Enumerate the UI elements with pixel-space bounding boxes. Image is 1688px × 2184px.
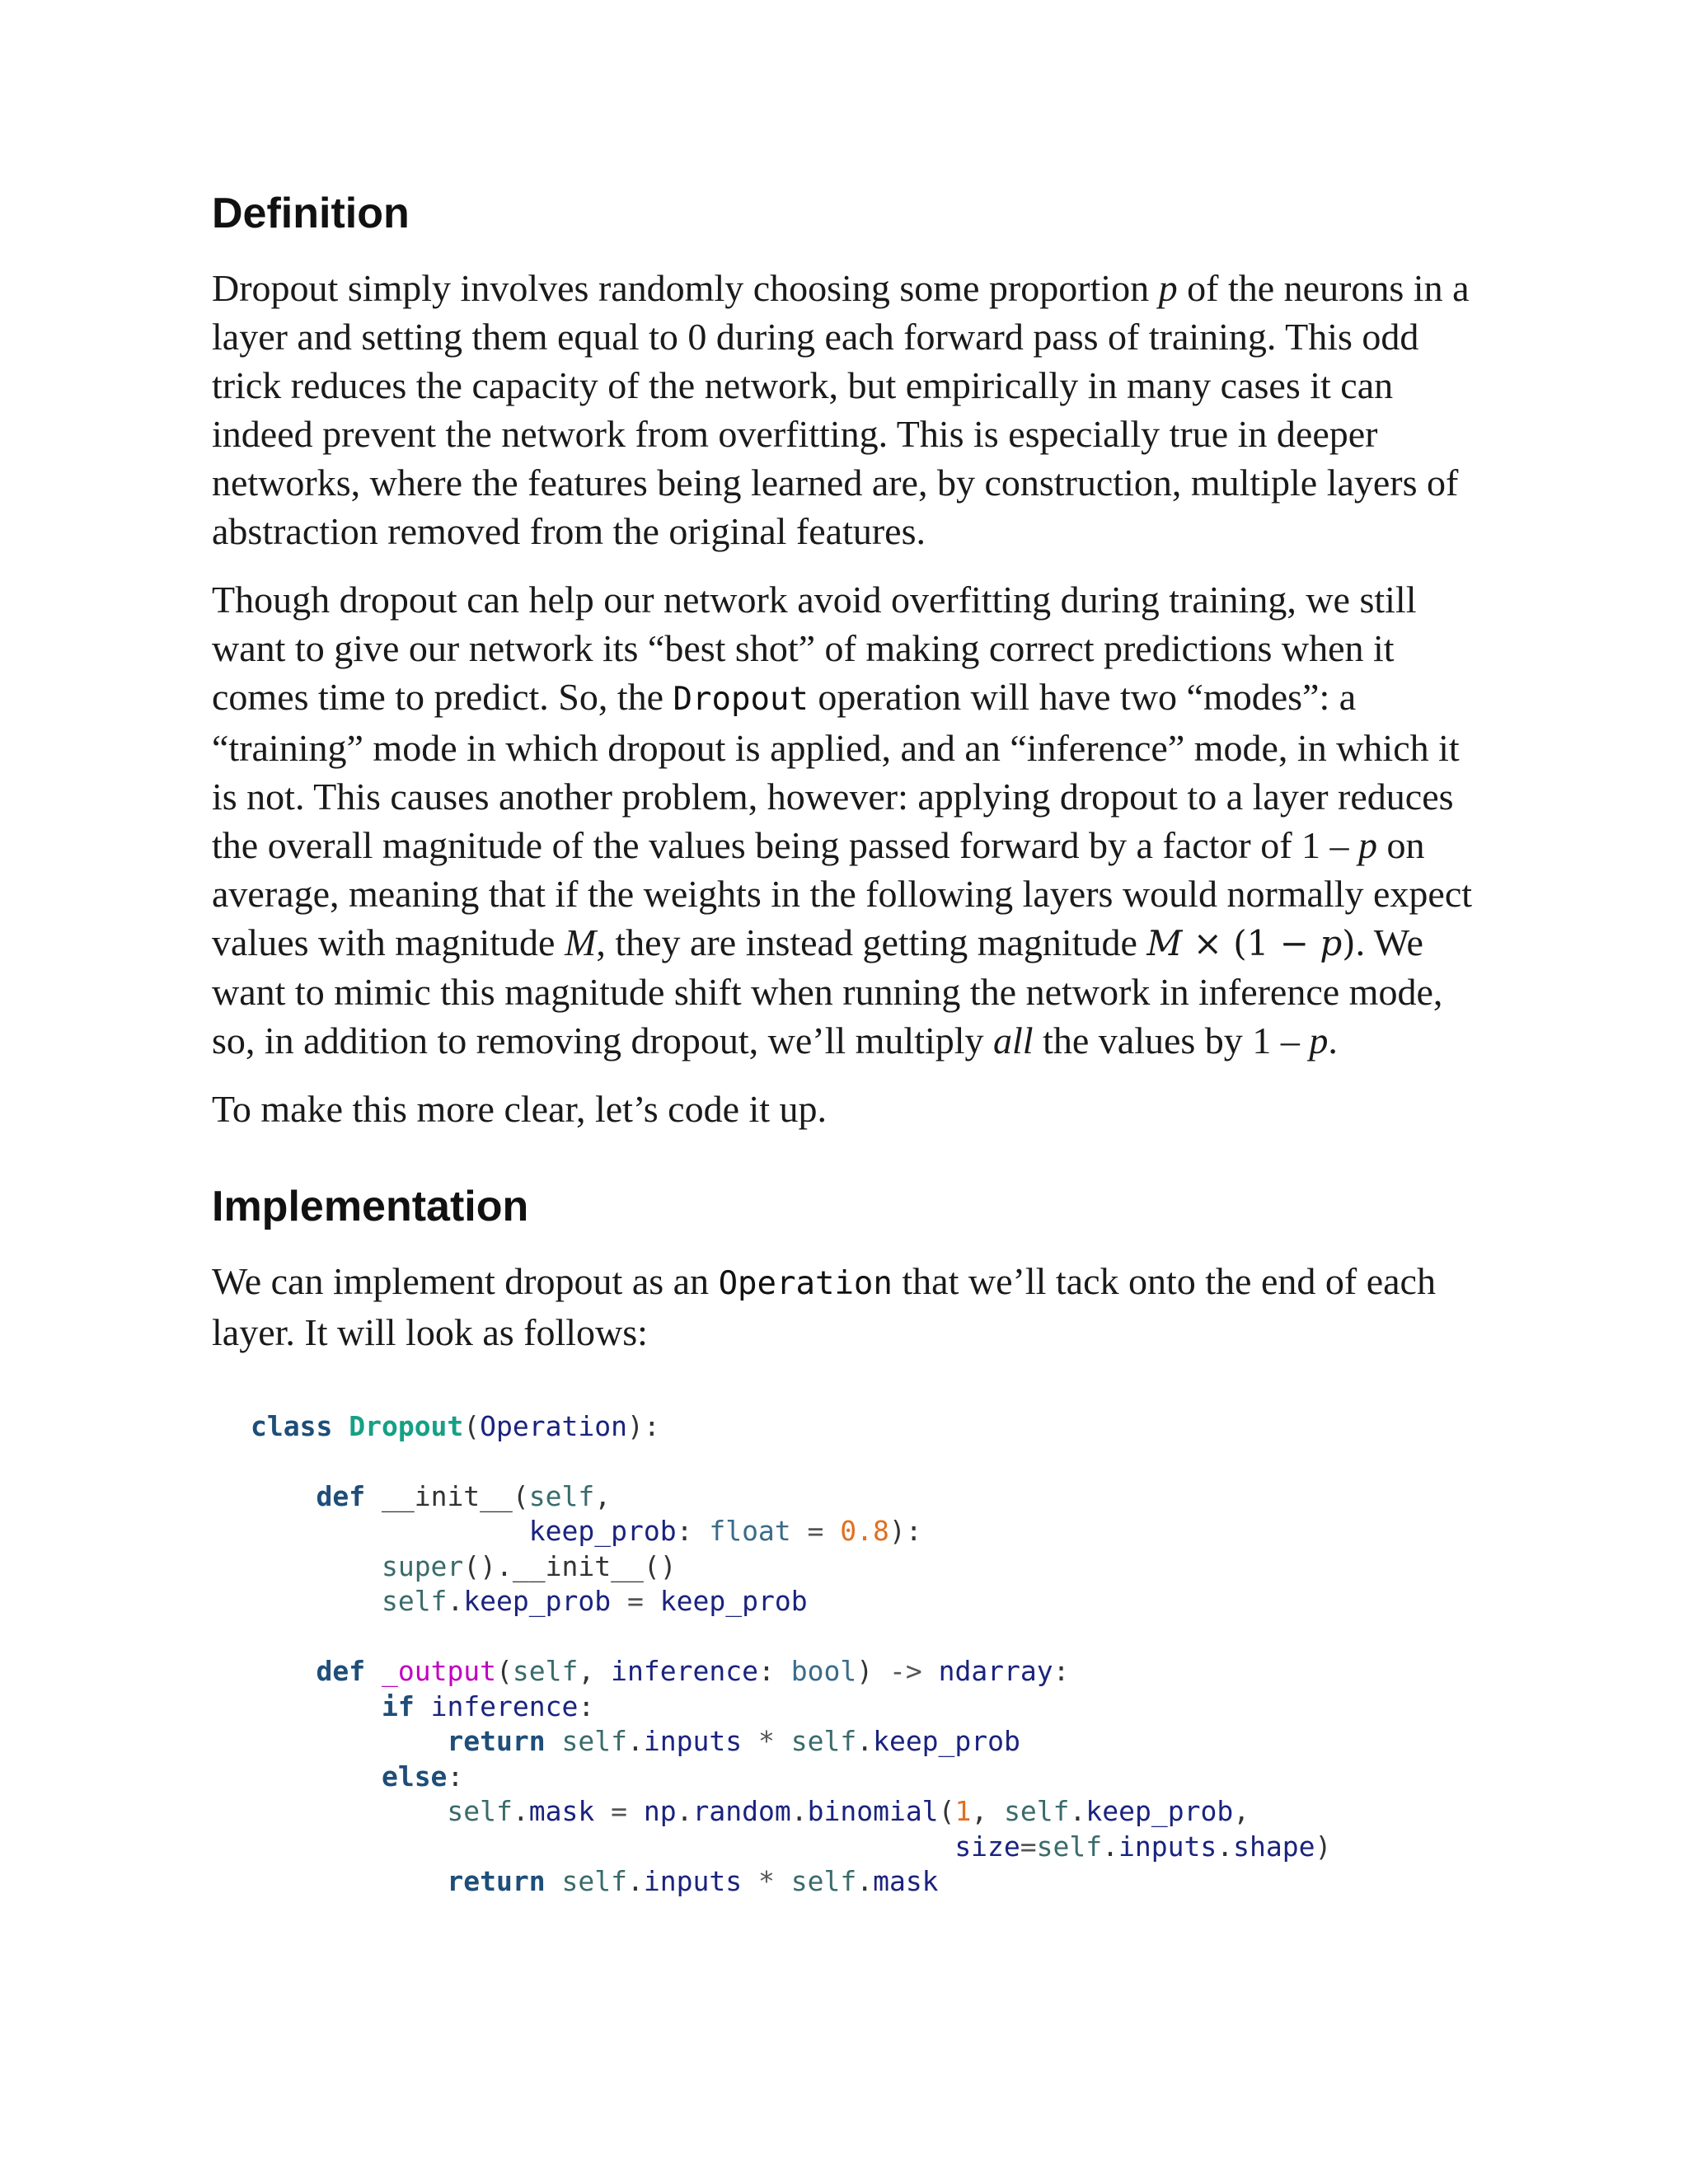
- text: on average, meaning that if the weights in the following layers would normally expect values with magnitude: [212, 823, 1473, 963]
- definition-paragraph-2: [212, 575, 1481, 1065]
- code-self: self: [1004, 1795, 1070, 1828]
- text: .: [1328, 1019, 1338, 1062]
- math-expression: [1146, 923, 1355, 963]
- code-name: inputs: [643, 1865, 743, 1898]
- code-self: self: [381, 1585, 448, 1618]
- text: of the neurons in a layer and setting them equal to 0 during each forward pass of training. This odd trick reduces the capacity of the network, but empirically in many cases it can indeed prevent the network from overfitting. This is especially true in deeper networks, where the features being learned are, by construction, multiple layers of abstraction removed from the original features.: [212, 266, 1470, 552]
- code-punct: .: [627, 1725, 644, 1758]
- code-punct: :: [676, 1515, 693, 1548]
- code-punct: :: [578, 1690, 595, 1722]
- expression: 1 –: [1301, 823, 1359, 866]
- code-name: keep_prob: [1085, 1795, 1234, 1828]
- expression: 1 –: [1252, 1019, 1310, 1062]
- code-name: inputs: [643, 1725, 743, 1758]
- code-name: random: [692, 1795, 791, 1828]
- code-name: keep_prob: [463, 1585, 612, 1618]
- math-operator: × (1 −: [1182, 922, 1320, 963]
- code-punct: .: [790, 1795, 808, 1828]
- definition-heading: Definition: [212, 190, 410, 237]
- code-punct: ):: [626, 1409, 660, 1442]
- code-punct: .: [512, 1795, 529, 1828]
- code-punct: (: [512, 1479, 529, 1512]
- code-builtin: super: [381, 1549, 464, 1582]
- code-name: inference: [611, 1655, 758, 1688]
- variable-p: p: [1309, 1019, 1329, 1062]
- implementation-paragraph: [212, 1257, 1481, 1357]
- code-operator: *: [757, 1865, 775, 1898]
- text: We can implement dropout as an: [212, 1259, 719, 1302]
- text: that we’ll tack onto the end of each layer. It will look as follows:: [212, 1259, 1436, 1353]
- code-punct: ().__init__(): [463, 1549, 677, 1582]
- code-keyword: if: [381, 1690, 415, 1722]
- code-self: self: [790, 1865, 857, 1898]
- code-number: 0.8: [840, 1515, 889, 1548]
- code-self: self: [790, 1725, 857, 1758]
- code-punct: .: [856, 1865, 874, 1898]
- code-keyword: return: [447, 1725, 546, 1758]
- text: . We want to mimic this magnitude shift when running the network in inference mode, so, in addition to removing dropout, we’ll multiply: [212, 921, 1443, 1062]
- code-operator: =: [627, 1585, 644, 1618]
- code-number: 1: [954, 1795, 972, 1828]
- code-self: self: [447, 1795, 513, 1828]
- code-punct: ,: [1233, 1795, 1250, 1828]
- code-self: self: [512, 1655, 579, 1688]
- code-punct: ):: [889, 1515, 922, 1548]
- code-keyword: return: [447, 1865, 546, 1898]
- code-operator: =: [611, 1795, 628, 1828]
- code-function: _output: [381, 1655, 497, 1688]
- math-paren: ): [1342, 922, 1356, 963]
- code-builtin: float: [709, 1515, 791, 1548]
- inline-code-dropout: Dropout: [673, 680, 809, 718]
- text: Dropout simply involves randomly choosing some proportion: [212, 266, 1159, 309]
- code-punct: ,: [578, 1655, 595, 1688]
- code-self: self: [1036, 1830, 1103, 1863]
- code-punct: (: [938, 1795, 955, 1828]
- emphasis-all: all: [993, 1019, 1034, 1062]
- code-keyword: else: [381, 1760, 448, 1793]
- code-punct: ,: [971, 1795, 988, 1828]
- code-name: mask: [873, 1865, 939, 1898]
- code-punct: :: [757, 1655, 775, 1688]
- code-punct: .: [676, 1795, 693, 1828]
- code-punct: .: [447, 1585, 464, 1618]
- text: , they are instead getting magnitude: [596, 921, 1147, 963]
- code-punct: .: [627, 1865, 644, 1898]
- math-p: p: [1320, 922, 1343, 963]
- code-name: inputs: [1118, 1830, 1217, 1863]
- variable-p: p: [1358, 823, 1378, 866]
- code-punct: (: [496, 1655, 513, 1688]
- code-self: self: [528, 1479, 595, 1512]
- code-self: self: [561, 1725, 627, 1758]
- code-name: size: [954, 1830, 1020, 1863]
- code-keyword: def: [316, 1655, 366, 1688]
- code-operator: *: [757, 1725, 775, 1758]
- code-block: [251, 1409, 1481, 1900]
- code-punct: ): [1315, 1830, 1332, 1863]
- code-self: self: [561, 1865, 627, 1898]
- code-name: mask: [528, 1795, 595, 1828]
- text: Though dropout can help our network avoid overfitting during training, we still want to give our network its “best shot” of making correct predictions when it comes time to predict. So, the: [212, 578, 1417, 718]
- code-operator: =: [807, 1515, 824, 1548]
- code-name: ndarray: [938, 1655, 1053, 1688]
- code-punct: :: [1053, 1655, 1070, 1688]
- code-punct: .: [1217, 1830, 1234, 1863]
- code-punct: .: [1069, 1795, 1086, 1828]
- code-punct: ): [856, 1655, 874, 1688]
- code-builtin: bool: [790, 1655, 857, 1688]
- document-page: [212, 190, 1481, 1900]
- definition-paragraph-3: To make this more clear, let’s code it up.: [212, 1087, 828, 1130]
- code-name: inference: [430, 1690, 579, 1722]
- code-operator: ->: [889, 1655, 922, 1688]
- code-punct: .: [856, 1725, 874, 1758]
- code-function: __init__: [381, 1479, 513, 1512]
- code-operator: =: [1020, 1830, 1037, 1863]
- code-name: keep_prob: [873, 1725, 1020, 1758]
- code-punct: ,: [594, 1479, 612, 1512]
- inline-code-operation: Operation: [718, 1264, 893, 1302]
- code-keyword: def: [316, 1479, 366, 1512]
- definition-paragraph-1: [212, 264, 1481, 555]
- code-keyword: class: [251, 1409, 333, 1442]
- code-class-name: Dropout: [349, 1409, 464, 1442]
- code-name: binomial: [807, 1795, 939, 1828]
- code-name: np: [643, 1795, 677, 1828]
- code-punct: (: [463, 1409, 481, 1442]
- implementation-heading: Implementation: [212, 1182, 529, 1230]
- code-name: keep_prob: [528, 1515, 677, 1548]
- math-m: M: [1146, 922, 1183, 963]
- text: the values by: [1033, 1019, 1253, 1062]
- code-punct: .: [1102, 1830, 1119, 1863]
- variable-p: p: [1158, 266, 1178, 309]
- text: operation will have two “modes”: a “training” mode in which dropout is applied, and an “inference” mode, in which it is not. This causes another problem, however: applying dropout to a layer reduces the overall magnitude of the values being passed forward by a factor of: [212, 675, 1460, 866]
- variable-m: M: [564, 921, 597, 963]
- code-name: keep_prob: [659, 1585, 808, 1618]
- code-punct: :: [447, 1760, 464, 1793]
- code-name: Operation: [480, 1409, 627, 1442]
- code-name: shape: [1233, 1830, 1315, 1863]
